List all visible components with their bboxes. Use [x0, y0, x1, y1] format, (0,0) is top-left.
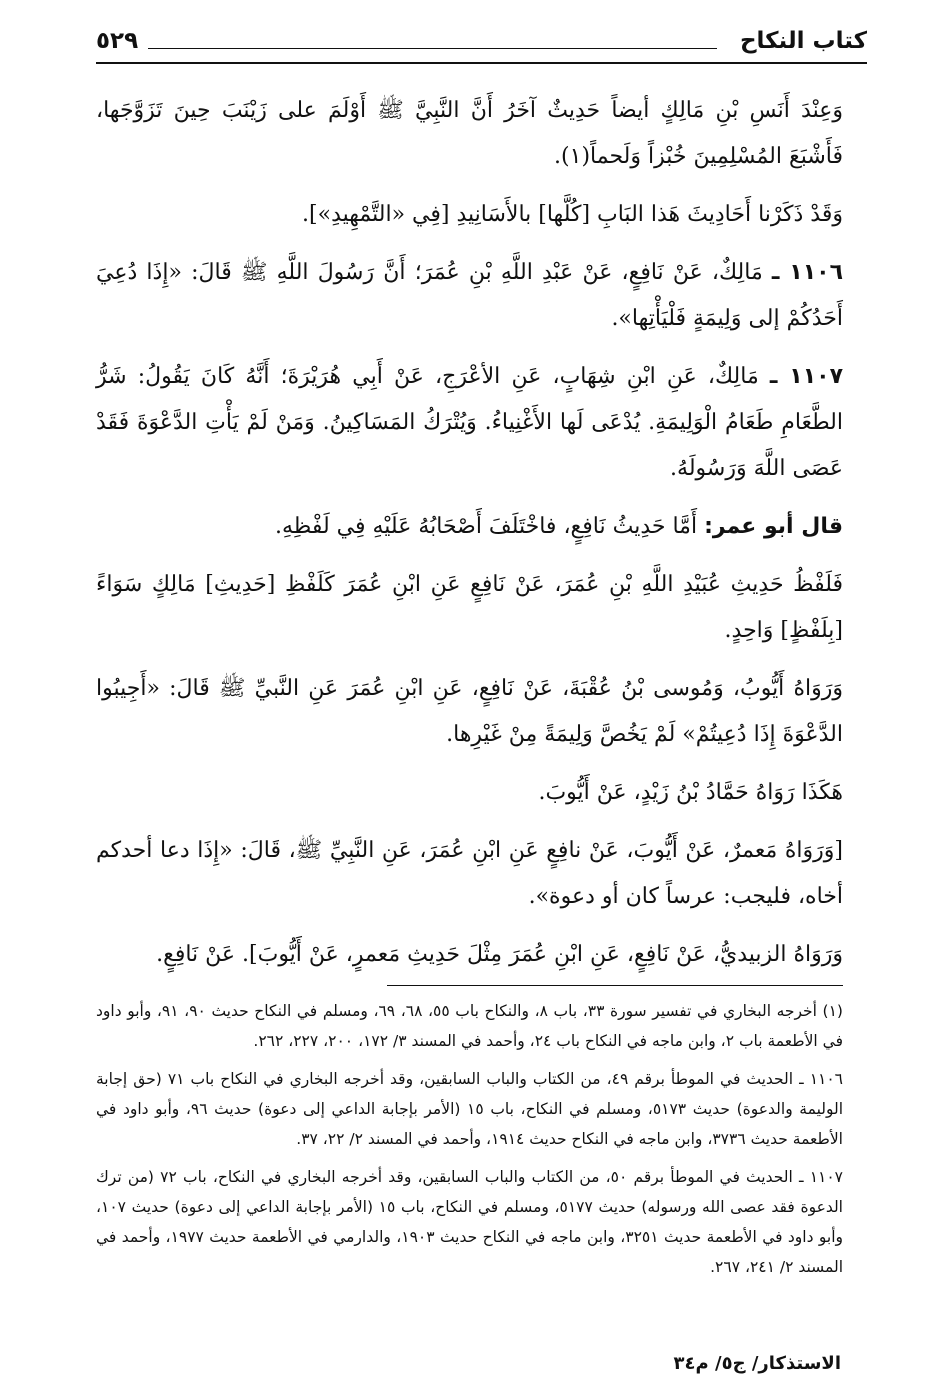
- page-signature: الاستذكار/ ج٥/ م٣٤: [673, 1353, 841, 1374]
- page-number: ٥٢٩: [96, 28, 139, 54]
- footnote: (١) أخرجه البخاري في تفسير سورة ٣٣، باب ٨، والنكاح باب ٥٥، ٦٨، ٦٩، ومسلم في النكاح حديث ٩٠، ٩١، وأبو داود في الأطعمة باب ٢، وابن ماجه في النكاح باب ٢٤، وأحمد في المسند ٣/ ١٧٢، ٢٠٠، ٢٢٧، ٢٦٢.: [96, 1002, 843, 1050]
- hadith-number: ١١٠٧ ـ: [769, 364, 843, 389]
- footnote: ١١٠٧ ـ الحديث في الموطأ برقم ٥٠، من الكتاب والباب السابقين، وقد أخرجه البخاري في النكاح، باب ٧٢ (من ترك الدعوة فقد عصى الله ورسوله) حديث ٥١٧٧، ومسلم في النكاح، باب ١٥ (الأمر بإجابة الداعي إلى دعوة) حديث ١٠٧، وأبو داود في الأطعمة حديث ٣٢٥١، وابن ماجه في النكاح حديث ١٩٠٣، والدارمي في الأطعمة حديث ١٩٧٧، وأحمد في المسند ٢/ ٢٤١، ٢٦٧.: [96, 1168, 843, 1276]
- paragraph-text: مَالِكٌ، عَنْ نَافِعٍ، عَنْ عَبْدِ اللَّهِ بْنِ عُمَرَ؛ أَنَّ رَسُولَ اللَّهِ ﷺ قَالَ: «إِذَا دُعِيَ أَحَدُكُمْ إلى وَلِيمَةٍ فَلْيَأْتِها».: [96, 260, 843, 331]
- footnotes: [96, 996, 843, 1290]
- commentary: [96, 504, 843, 550]
- main-text: [96, 88, 843, 990]
- header-rule: [148, 48, 717, 49]
- paragraph-text: مَالِكٌ، عَنِ ابْنِ شِهَابٍ، عَنِ الأعْرَجِ، عَنْ أَبِي هُرَيْرَةَ؛ أَنَّهُ كَانَ يَقُولُ: شَرُّ الطَّعَامِ طَعَامُ الْوَلِيمَةِ. يُدْعَى لَها الأَغْنِياءُ. وَيُتْرَكُ المَسَاكِينُ. وَمَنْ لَمْ يَأْتِ الدَّعْوَةَ فَقَدْ عَصَى اللَّهَ وَرَسُولَهُ.: [96, 364, 843, 481]
- paragraph: [96, 562, 843, 654]
- footnote: ١١٠٦ ـ الحديث في الموطأ برقم ٤٩، من الكتاب والباب السابقين، وقد أخرجه البخاري في النكاح باب ٧١ (حق إجابة الوليمة والدعوة) حديث ٥١٧٣، ومسلم في النكاح، باب ١٥ (الأمر بإجابة الداعي إلى دعوة) حديث ٩٦، وأبو داود في الأطعمة حديث ٣٧٣٦، وابن ماجه في النكاح حديث ١٩١٤، وأحمد في المسند ٢/ ٢٢، ٣٧.: [96, 1070, 844, 1148]
- header-divider: [96, 62, 867, 64]
- paragraph: [96, 770, 843, 816]
- paragraph-text: وَقَدْ ذَكَرْنا أَحَادِيثَ هَذا البَابِ [كُلَّها] بالأَسَانِيدِ [فِي «التَّمْهِيدِ»].: [302, 202, 843, 227]
- paragraph-text: وَرَوَاهُ الزبيديُّ، عَنْ نَافِعٍ، عَنِ ابْنِ عُمَرَ مِثْلَ حَدِيثِ مَعمرٍ، عَنْ أَيُّوبَ]. عَنْ نَافِعٍ.: [156, 942, 843, 967]
- paragraph-text: فَلَفْظُ حَدِيثِ عُبَيْدِ اللَّهِ بْنِ عُمَرَ، عَنْ نَافِعٍ عَنِ ابْنِ عُمَرَ كَلَفْظِ [حَدِيثِ] مَالِكٍ سَوَاءً [بِلَفْظٍ] وَاحِدٍ.: [96, 572, 843, 643]
- paragraph: [96, 88, 843, 180]
- hadith-1106: [96, 250, 843, 342]
- paragraph: [96, 666, 843, 758]
- paragraph-text: وَرَوَاهُ أَيُّوبُ، وَمُوسى بْنُ عُقْبَةَ، عَنْ نَافِعٍ، عَنِ ابْنِ عُمَرَ عَنِ النَّبيِّ ﷺ قَالَ: «أَجِيبُوا الدَّعْوَةَ إِذَا دُعِيتُمْ» لَمْ يَخُصَّ وَلِيمَةً مِنْ غَيْرِها.: [96, 676, 843, 747]
- paragraph-text: هَكَذَا رَوَاهُ حَمَّادُ بْنُ زَيْدٍ، عَنْ أَيُّوبَ.: [538, 780, 843, 805]
- hadith-number: ١١٠٦ ـ: [771, 260, 843, 285]
- paragraph-text: أَمَّا حَدِيثُ نَافِعٍ، فاخْتَلَفَ أَصْحَابُهُ عَلَيْهِ فِي لَفْظِهِ.: [274, 514, 698, 539]
- running-header: [96, 22, 867, 62]
- paragraph: [96, 828, 843, 920]
- paragraph-text: [وَرَوَاهُ مَعمرٌ، عَنْ أَيُّوبَ، عَنْ نافِعٍ عَنِ ابْنِ عُمَرَ، عَنِ النَّبِيِّ ﷺ، قَالَ: «إِذَا دعا أحدكم أخاه، فليجب: عرساً كان أو دعوة».: [96, 838, 843, 909]
- paragraph: [96, 932, 843, 978]
- commentator-label: قال أبو عمر:: [704, 514, 843, 539]
- paragraph-text: وَعِنْدَ أَنَسِ بْنِ مَالِكٍ أيضاً حَدِيثٌ آخَرُ أَنَّ النَّبِيَّ ﷺ أَوْلَمَ على زَيْنَبَ حِينَ تَزَوَّجَها، فَأَشْبَعَ المُسْلِمِينَ خُبْزاً وَلَحماً(١).: [96, 98, 843, 169]
- book-title: كتاب النكاح: [739, 28, 867, 54]
- paragraph: [96, 192, 843, 238]
- footnote-separator: [387, 985, 843, 986]
- hadith-1107: [96, 354, 843, 492]
